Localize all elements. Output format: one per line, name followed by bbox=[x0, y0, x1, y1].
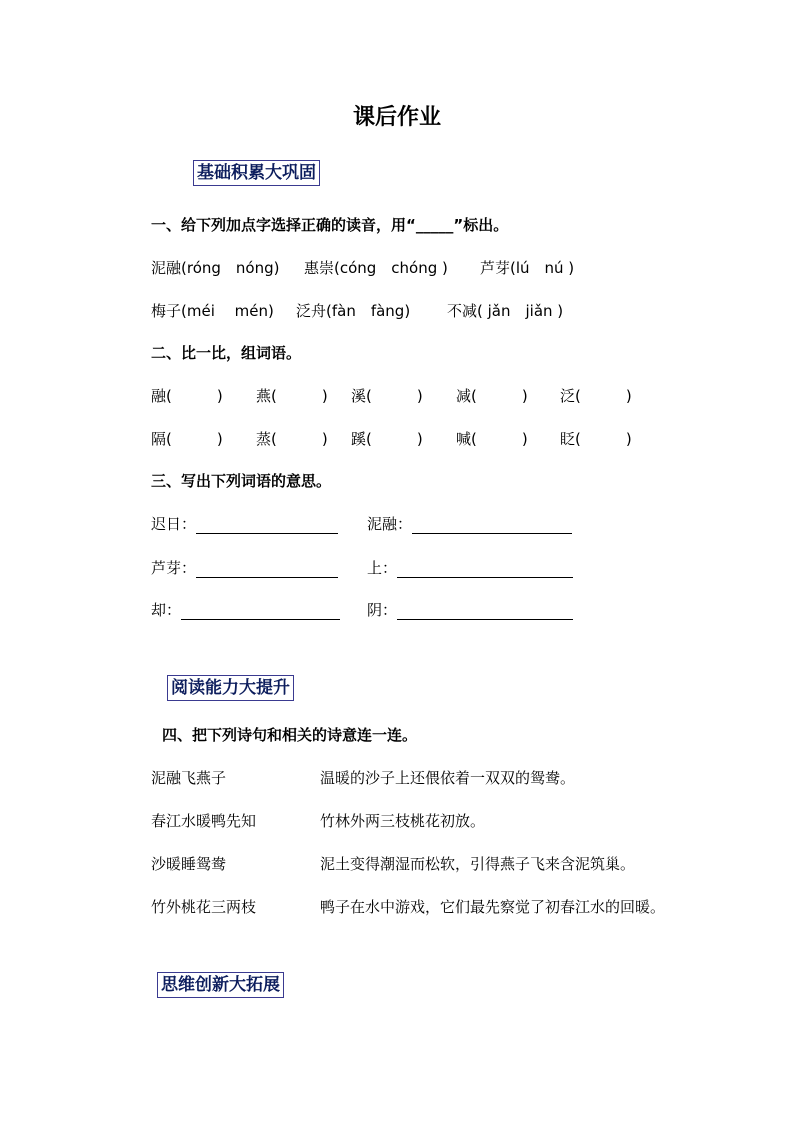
poem-meaning: 泥土变得潮湿而松软，引得燕子飞来含泥筑巢。 bbox=[320, 855, 636, 873]
q3-row bbox=[367, 557, 573, 578]
q3-term: 却： bbox=[151, 601, 182, 619]
question-4-prompt: 四、把下列诗句和相关的诗意连一连。 bbox=[162, 726, 418, 744]
question-3-prompt: 三、写出下列词语的意思。 bbox=[151, 472, 332, 490]
answer-line[interactable] bbox=[397, 561, 573, 578]
q1-item: 泥融(róng nóng) bbox=[151, 259, 280, 277]
answer-line[interactable] bbox=[397, 603, 573, 620]
question-2-prompt: 二、比一比，组词语。 bbox=[151, 344, 302, 362]
q3-term: 阴： bbox=[367, 601, 398, 619]
q1-item: 梅子(méi mén) bbox=[151, 302, 274, 320]
answer-line[interactable] bbox=[196, 561, 338, 578]
section-header-reading: 阅读能力大提升 bbox=[167, 675, 294, 701]
q3-row bbox=[151, 513, 338, 534]
q3-term: 迟日： bbox=[151, 515, 197, 533]
q2-item: 融( ) bbox=[151, 387, 223, 405]
q2-item: 喊( ) bbox=[456, 430, 528, 448]
page-title: 课后作业 bbox=[352, 104, 441, 130]
answer-line[interactable] bbox=[181, 603, 340, 620]
poem-meaning: 竹林外两三枝桃花初放。 bbox=[320, 812, 486, 830]
q1-item: 泛舟(fàn fàng) bbox=[296, 302, 411, 320]
q3-row bbox=[151, 599, 340, 620]
q1-item: 芦芽(lú nú ) bbox=[480, 259, 575, 277]
poem-line: 沙暖睡鸳鸯 bbox=[151, 855, 227, 873]
poem-line: 竹外桃花三两枝 bbox=[151, 898, 257, 916]
q2-item: 隔( ) bbox=[151, 430, 223, 448]
q2-item: 溪( ) bbox=[351, 387, 423, 405]
q2-item: 燕( ) bbox=[256, 387, 328, 405]
q1-item: 不减( jǎn jiǎn ) bbox=[447, 302, 564, 320]
q3-row bbox=[367, 599, 573, 620]
poem-line: 春江水暖鸭先知 bbox=[151, 812, 257, 830]
q2-item: 眨( ) bbox=[560, 430, 632, 448]
q1-item: 惠崇(cóng chóng ) bbox=[304, 259, 448, 277]
section-header-basics: 基础积累大巩固 bbox=[193, 160, 320, 186]
q3-term: 芦芽： bbox=[151, 559, 197, 577]
answer-line[interactable] bbox=[412, 517, 572, 534]
q2-item: 蒸( ) bbox=[256, 430, 328, 448]
q2-item: 减( ) bbox=[456, 387, 528, 405]
section-header-extension: 思维创新大拓展 bbox=[157, 972, 284, 998]
poem-meaning: 鸭子在水中游戏，它们最先察觉了初春江水的回暖。 bbox=[320, 898, 666, 916]
q2-item: 泛( ) bbox=[560, 387, 632, 405]
q3-row bbox=[367, 513, 572, 534]
q3-row bbox=[151, 557, 338, 578]
poem-meaning: 温暖的沙子上还偎依着一双双的鸳鸯。 bbox=[320, 769, 576, 787]
q2-item: 蹊( ) bbox=[351, 430, 423, 448]
question-1-prompt: 一、给下列加点字选择正确的读音，用“_____”标出。 bbox=[151, 216, 509, 234]
poem-line: 泥融飞燕子 bbox=[151, 769, 227, 787]
q3-term: 上： bbox=[367, 559, 398, 577]
answer-line[interactable] bbox=[196, 517, 338, 534]
q3-term: 泥融： bbox=[367, 515, 413, 533]
